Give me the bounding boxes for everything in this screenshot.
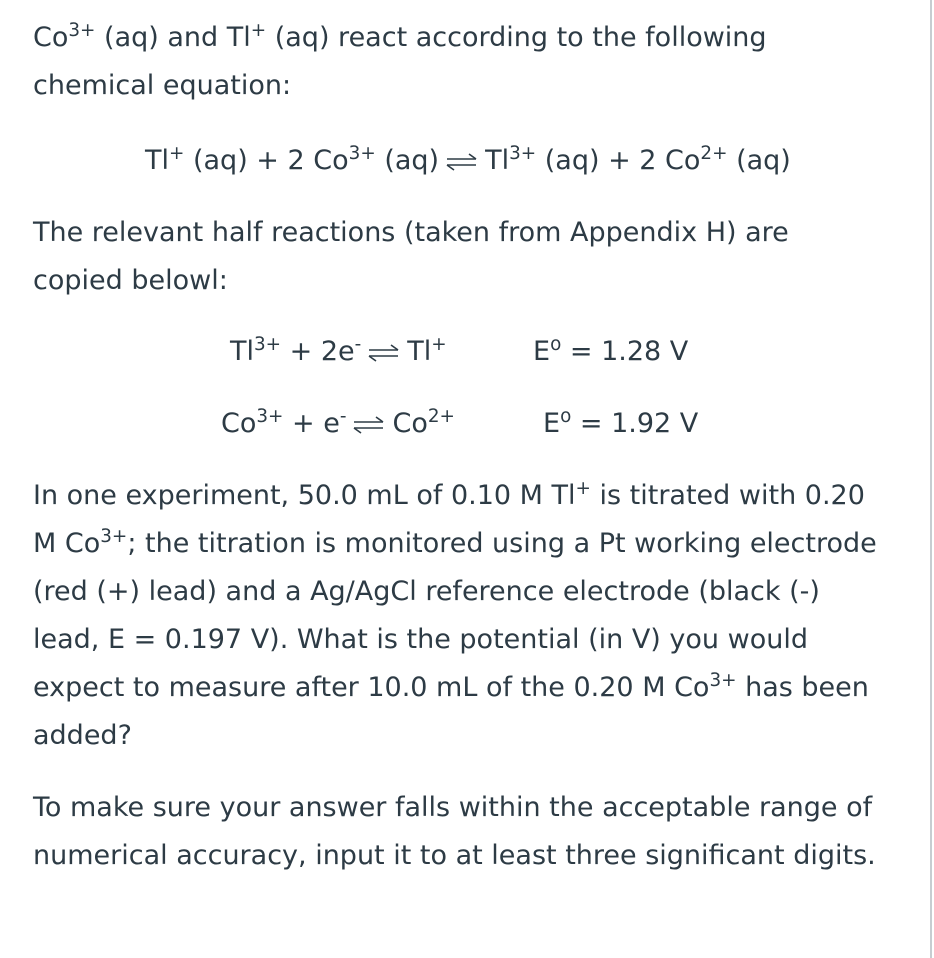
- experiment-paragraph: [33, 472, 883, 760]
- equation-text: + e: [283, 408, 340, 439]
- intro-text: Co: [33, 22, 69, 53]
- equation-text: Co: [221, 408, 257, 439]
- charge-superscript: +: [575, 477, 591, 499]
- charge-superscript: 2+: [427, 405, 455, 427]
- potential-value: = 1.92 V: [571, 408, 699, 439]
- equilibrium-arrow-icon: [365, 343, 403, 363]
- equation-text: Tl: [230, 336, 254, 367]
- main-equation: [145, 141, 791, 181]
- content-right-border: [930, 0, 932, 958]
- equation-text: + 2e: [281, 336, 355, 367]
- charge-superscript: 2+: [700, 142, 728, 164]
- experiment-text: ; the titration is monitored using a Pt working electrode (red (+) lead) and a Ag/AgCl reference electrode (black (-) lead, E = 0.197 V). What is the potential (in V) you would expect to measure after 10.0 mL of the 0.20 M Co: [33, 528, 877, 703]
- equation-text: (aq) + 2 Co: [184, 145, 349, 176]
- standard-potential-thallium: [533, 332, 688, 372]
- half-reaction-cobalt: [221, 404, 455, 444]
- experiment-text: In one experiment, 50.0 mL of 0.10 M Tl: [33, 480, 576, 511]
- accuracy-note: To make sure your answer falls within the acceptable range of numerical accuracy, input it to at least three significant digits.: [33, 792, 876, 871]
- charge-superscript: 3+: [709, 669, 737, 691]
- standard-state-superscript: o: [560, 405, 572, 427]
- experiment-text: has been added?: [33, 672, 869, 751]
- equation-text: Tl: [485, 145, 510, 176]
- charge-superscript: -: [339, 405, 347, 427]
- equilibrium-arrow-icon: [350, 415, 388, 435]
- charge-superscript: +: [250, 19, 267, 41]
- half-reactions-intro: The relevant half reactions (taken from Appendix H) are copied belowl:: [33, 217, 789, 296]
- equation-text: Co: [392, 408, 428, 439]
- equation-text: (aq) + 2 Co: [536, 145, 701, 176]
- potential-label: E: [543, 408, 561, 439]
- charge-superscript: +: [169, 142, 185, 164]
- intro-text: (aq) and Tl: [95, 22, 251, 53]
- equation-text: (aq): [375, 145, 440, 176]
- equation-text: Tl: [407, 336, 432, 367]
- equilibrium-arrow-icon: [443, 152, 481, 172]
- potential-label: E: [533, 336, 551, 367]
- charge-superscript: 3+: [256, 405, 284, 427]
- charge-superscript: 3+: [348, 142, 376, 164]
- equation-text: (aq): [727, 145, 791, 176]
- intro-text: (aq) react according to the following chemical equation:: [33, 22, 767, 101]
- potential-value: = 1.28 V: [561, 336, 689, 367]
- charge-superscript: -: [354, 333, 362, 355]
- charge-superscript: 3+: [100, 525, 128, 547]
- charge-superscript: 3+: [254, 333, 282, 355]
- charge-superscript: +: [431, 333, 447, 355]
- standard-state-superscript: o: [550, 333, 562, 355]
- half-reaction-thallium: [230, 332, 447, 372]
- standard-potential-cobalt: [543, 404, 698, 444]
- charge-superscript: 3+: [68, 19, 96, 41]
- equation-text: Tl: [145, 145, 169, 176]
- experiment-text: is titrated with 0.20 M Co: [33, 480, 865, 559]
- intro-paragraph: [33, 14, 883, 110]
- charge-superscript: 3+: [509, 142, 537, 164]
